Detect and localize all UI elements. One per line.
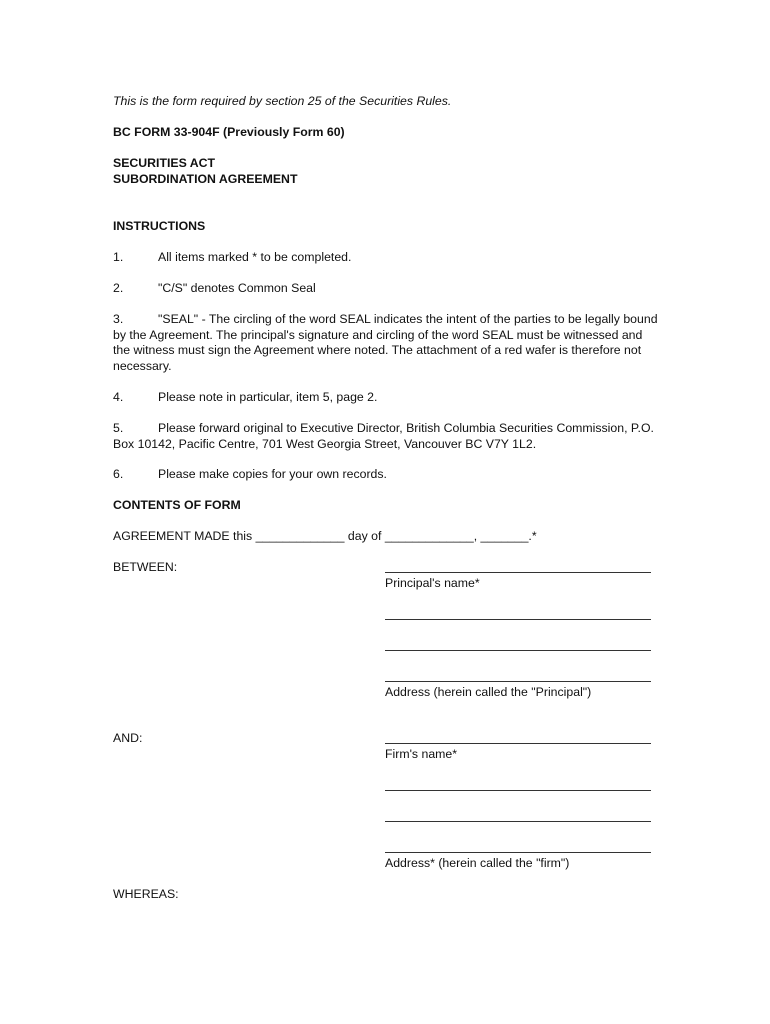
intro-text: This is the form required by section 25 of the Securities Rules. [113, 94, 452, 108]
instructions-heading: INSTRUCTIONS [113, 219, 206, 233]
agreement-title: SUBORDINATION AGREEMENT [113, 172, 298, 186]
firm-address-field-2[interactable] [385, 821, 651, 822]
instruction-number-1: 1. [113, 250, 124, 264]
firm-address-label: Address* (herein called the "firm") [385, 856, 570, 870]
instruction-text-2: "C/S" denotes Common Seal [158, 281, 316, 295]
firm-name-field[interactable] [385, 743, 651, 744]
firm-name-label: Firm's name* [385, 747, 458, 761]
act-title: SECURITIES ACT [113, 156, 216, 170]
between-label: BETWEEN: [113, 560, 178, 574]
principal-address-field-1[interactable] [385, 619, 651, 620]
whereas-label: WHEREAS: [113, 887, 179, 901]
agreement-date-line[interactable]: AGREEMENT MADE this _____________ day of _____________, _______.* [113, 529, 537, 543]
instruction-number-5: 5. [113, 421, 124, 435]
firm-address-field-1[interactable] [385, 790, 651, 791]
instruction-item-5 [113, 421, 658, 452]
firm-address-field-3[interactable] [385, 852, 651, 853]
instruction-text-1: All items marked * to be completed. [158, 250, 352, 264]
instruction-number-2: 2. [113, 281, 124, 295]
contents-heading: CONTENTS OF FORM [113, 498, 241, 512]
instruction-text-4: Please note in particular, item 5, page 2. [158, 390, 378, 404]
form-title: BC FORM 33-904F (Previously Form 60) [113, 125, 345, 139]
principal-address-field-3[interactable] [385, 681, 651, 682]
instruction-number-3: 3. [113, 312, 124, 326]
instruction-text-3: "SEAL" - The circling of the word SEAL indicates the intent of the parties to be legally bound by the Agreement. The principal's signature and circling of the word SEAL must be witnessed and the witness must sign the Agreement where noted. The attachment of a red wafer is therefore not necessary. [113, 312, 658, 373]
instruction-number-6: 6. [113, 467, 124, 481]
instruction-text-5: Please forward original to Executive Director, British Columbia Securities Commission, P.O. Box 10142, Pacific Centre, 701 West Georgia Street, Vancouver BC V7Y 1L2. [113, 421, 654, 451]
instruction-item-3 [113, 312, 658, 374]
instruction-text-6: Please make copies for your own records. [158, 467, 387, 481]
instruction-number-4: 4. [113, 390, 124, 404]
and-label: AND: [113, 731, 143, 745]
principal-name-label: Principal's name* [385, 576, 480, 590]
principal-address-field-2[interactable] [385, 650, 651, 651]
principal-name-field[interactable] [385, 572, 651, 573]
principal-address-label: Address (herein called the "Principal") [385, 685, 592, 699]
